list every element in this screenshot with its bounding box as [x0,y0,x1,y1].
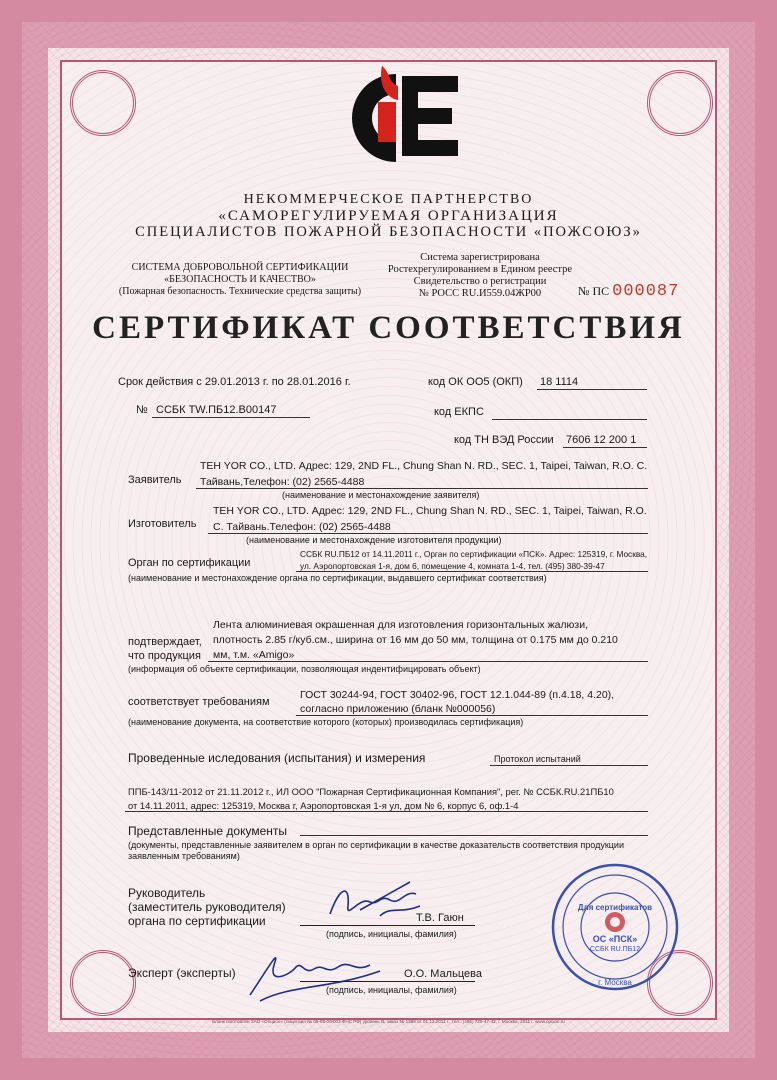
applicant-line-1: TEH YOR CO., LTD. Адрес: 129, 2ND FL., Chung Shan N. RD., SEC. 1, Taipei, Taiwan, R.O. C. [200,460,648,472]
stamp-city-text: г. Москва [598,978,632,987]
confirms-label-1: подтверждает, [128,636,202,648]
tests-label: Проведенные иследования (испытания) и измерения [128,751,426,765]
serial-number: 000087 [612,282,680,301]
head-name: Т.В. Гаюн [416,912,464,924]
footer-print-line: Бланк изготовлен ЗАО «Опцион» (лицензия № 05-05-09/003 ФНС РФ) уровень В, заказ № 1388 от 01.12.2011 г., тел.: (495) 726-47-42, г. Москва, 2011 г. www.opcion.ru [212,1019,565,1024]
reg-line-1: Система зарегистрирована [420,252,540,263]
corner-ornament-top-left [70,70,136,136]
ekps-label: код ЕКПС [434,406,484,418]
tests-value: Протокол испытаний [494,754,581,764]
product-line-1: Лента алюминиевая окрашенная для изготовления горизонтальных жалюзи, [213,619,589,631]
serial-prefix: № ПС [578,284,610,298]
organ-line-1: ССБК RU.ПБ12 от 14.11.2011 г., Орган по сертификации «ПСК». Адрес: 125319, г. Москва, [300,549,648,559]
expert-signature-icon [230,945,400,1005]
expert-name: О.О. Мальцева [404,968,482,980]
confirms-label-2: что продукция [128,650,201,662]
maker-caption: (наименование и местонахождение изготовителя продукции) [246,535,502,545]
head-label-1: Руководитель [128,886,206,900]
okp-label: код ОК ОО5 (ОКП) [428,376,523,388]
docs-label: Представленные документы [128,824,288,838]
maker-label: Изготовитель [128,518,197,530]
head-label-block [128,886,286,928]
tests-line-1: ППБ-143/11-2012 от 21.11.2012 г., ИЛ ООО "Пожарная Сертификационная Компания", рег. № ССБК.RU.21ПБ10 [128,786,614,797]
corner-ornament-top-right [647,70,713,136]
complies-label: соответствует требованиям [128,696,270,708]
registration-block [380,252,580,300]
stamp-center-text: ОС «ПСК» [592,934,638,944]
okp-value: 18 1114 [540,376,579,388]
applicant-caption: (наименование и местонахождение заявителя) [282,490,480,500]
product-caption: (информация об объекте сертификации, позволяющая индентифицировать объект) [128,664,481,674]
complies-caption: (наименование документа, на соответствие которого (которых) производилась сертификация) [128,717,524,727]
serial-block [578,282,679,301]
head-label-3: органа по сертификации [128,914,266,928]
maker-line-2: С. Тайвань.Телефон: (02) 2565-4488 [213,521,391,533]
docs-caption-1: (документы, представленные заявителем в орган по сертификации в качестве доказательств соответствия продукции [128,840,624,850]
tnved-value: 7606 12 200 1 [566,434,637,446]
system-line-1: СИСТЕМА ДОБРОВОЛЬНОЙ СЕРТИФИКАЦИИ [131,262,349,273]
tnved-label: код ТН ВЭД России [454,434,554,446]
validity-text: Срок действия с 29.01.2013 г. по 28.01.2016 г. [118,376,351,388]
reg-line-3: Свидетельство о регистрации [413,276,547,287]
maker-line-1: TEH YOR CO., LTD. Адрес: 129, 2ND FL., Chung Shan N. RD., SEC. 1, Taipei, Taiwan, R.O. [213,505,647,517]
org-line-3: СПЕЦИАЛИСТОВ ПОЖАРНОЙ БЕЗОПАСНОСТИ «ПОЖСОЮЗ» [135,224,642,240]
corner-ornament-bottom-left [70,950,136,1016]
organ-line-2: ул. Аэропортовская 1-я, дом 6, помещение 4, комната 1-4, тел. (495) 380-39-47 [300,561,605,571]
reg-line-4: № РОСС RU.И559.04ЖР00 [418,288,542,299]
complies-line-2: согласно приложению (бланк №000056) [300,703,496,715]
system-line-3: (Пожарная безопасность. Технические средства защиты) [118,286,362,297]
product-line-2: плотность 2.85 г/куб.см., ширина от 16 мм до 50 мм, толщина от 0.175 мм до 0.210 [213,634,618,646]
expert-caption: (подпись, инициалы, фамилия) [326,985,457,995]
certification-stamp-icon [550,862,680,992]
tests-line-2: от 14.11.2011, адрес: 125319, Москва г, Аэропортовская 1-я ул, дом № 6, корпус 6, оф.1-4 [128,800,519,811]
org-line-1: НЕКОММЕРЧЕСКОЕ ПАРТНЕРСТВО [243,192,534,207]
system-line-2: «БЕЗОПАСНОСТЬ И КАЧЕСТВО» [164,274,316,285]
certificate-title: СЕРТИФИКАТ СООТВЕТСТВИЯ [92,310,685,346]
head-caption: (подпись, инициалы, фамилия) [326,929,457,939]
applicant-line-2: Тайвань,Телефон: (02) 2565-4488 [200,476,365,488]
organization-logo-icon [338,60,462,172]
docs-caption-2: заявленным требованиям) [128,851,240,861]
org-line-2: «САМОРЕГУЛИРУЕМАЯ ОРГАНИЗАЦИЯ [218,208,559,224]
system-block [110,262,370,298]
stamp-top-text: Для сертификатов [577,903,653,912]
certificate-number: ССБК TW.ПБ12.В00147 [156,404,277,416]
expert-label: Эксперт (эксперты) [128,966,236,980]
complies-line-1: ГОСТ 30244-94, ГОСТ 30402-96, ГОСТ 12.1.044-89 (п.4.18, 4.20), [300,689,615,701]
number-label: № [136,404,148,416]
organ-caption: (наименование и местонахождение органа по сертификации, выдавшего сертификат соответствия) [128,573,547,583]
organ-label: Орган по сертификации [128,557,251,569]
head-label-2: (заместитель руководителя) [128,900,286,914]
stamp-code-text: ССБК RU.ПБ12 [589,946,641,953]
applicant-label: Заявитель [128,474,182,486]
product-line-3: мм, т.м. «Amigo» [213,649,295,661]
reg-line-2: Ростехрегулированием в Едином реестре [387,264,573,275]
